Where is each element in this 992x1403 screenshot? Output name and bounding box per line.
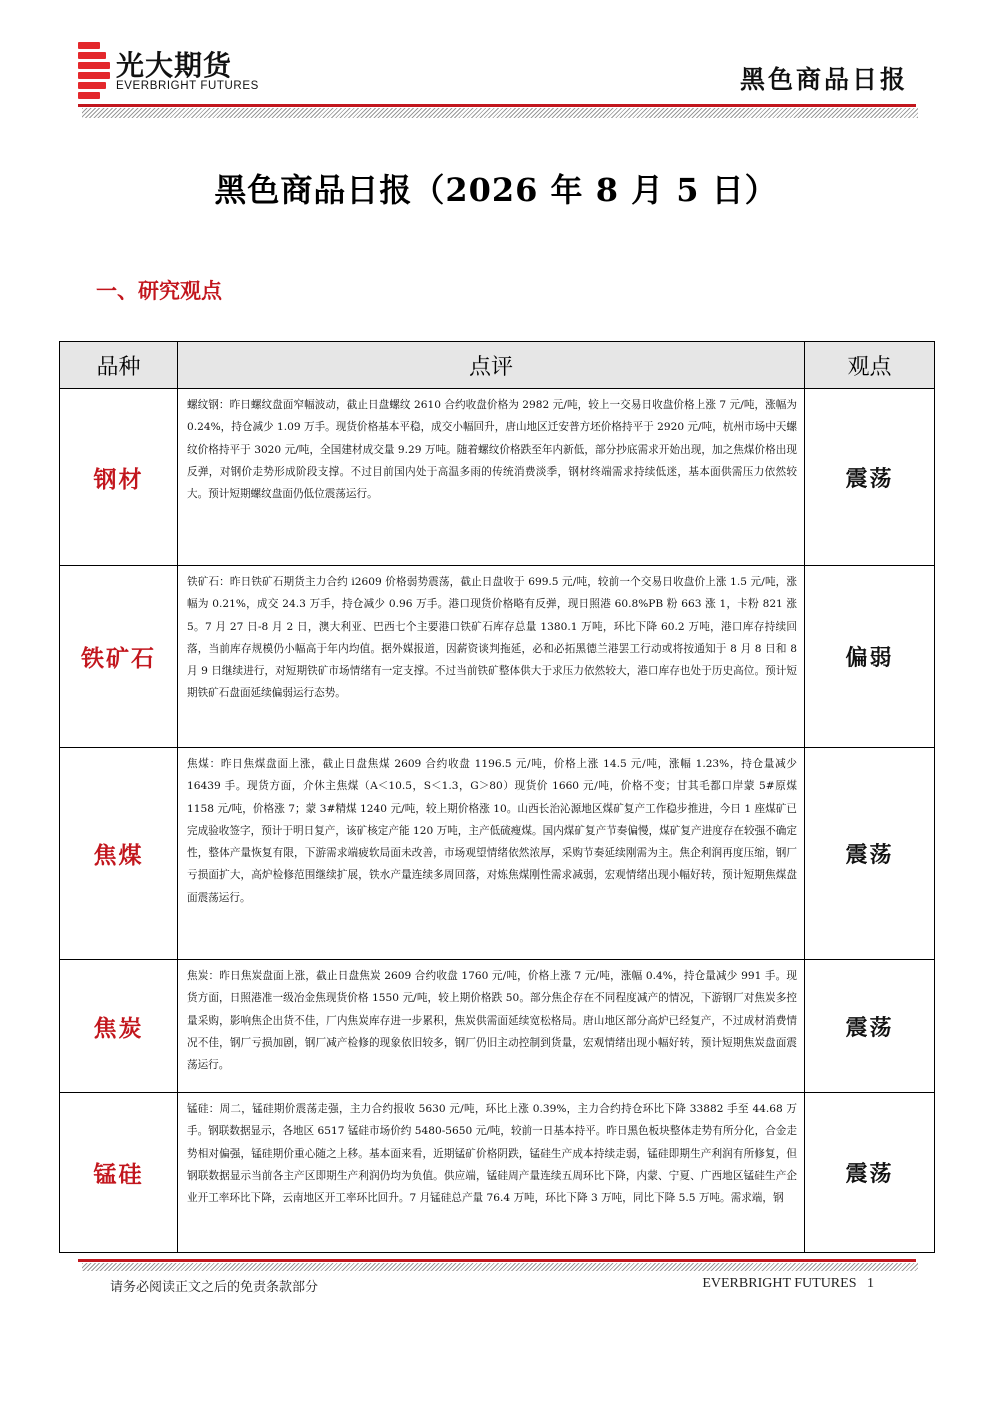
research-views-table [59,341,935,1253]
view-cell: 震荡 [805,960,935,1093]
header-divider-shadow [82,108,918,118]
table-row [60,1093,935,1253]
footer-disclaimer: 请务必阅读正文之后的免责条款部分 [110,1280,319,1295]
variety-cell: 焦炭 [60,960,178,1093]
header-divider [78,104,916,107]
table-row [60,566,935,748]
logo-chinese-name: 光大期货 [116,49,233,82]
view-cell: 震荡 [805,1093,935,1253]
company-logo [78,42,288,102]
header-variety: 品种 [60,342,178,389]
table-row [60,748,935,960]
variety-cell: 锰硅 [60,1093,178,1253]
footer-divider [78,1259,916,1262]
table-header-row [60,342,935,389]
page-number: 1 [867,1276,874,1291]
view-cell: 震荡 [805,748,935,960]
comment-cell: 螺纹钢：昨日螺纹盘面窄幅波动，截止日盘螺纹 2610 合约收盘价格为 2982 元/吨，较上一交易日收盘价格上涨 7 元/吨，涨幅为 0.24%，持仓减少 1.09 万手。现货价格基本平稳，成交小幅回升，唐山地区迁安普方坯价格持平于 2920 元/吨，杭州市场中天螺纹价格持平于 3020 元/吨，全国建材成交量 9.29 万吨。随着螺纹价格跌至年内新低，部分抄底需求开始出现，加之焦煤价格出现反弹，对钢价走势形成阶段支撑。不过目前国内处于高温多雨的传统消费淡季，钢材终端需求持续低迷，基本面供需压力依然较大。预计短期螺纹盘面仍低位震荡运行。 [178,389,805,566]
view-cell: 震荡 [805,389,935,566]
view-cell: 偏弱 [805,566,935,748]
page-title: 黑色商品日报（2026 年 8 月 5 日） [214,171,778,209]
comment-cell: 铁矿石：昨日铁矿石期货主力合约 i2609 价格弱势震荡，截止日盘收于 699.5 元/吨，较前一个交易日收盘价上涨 1.5 元/吨，涨幅为 0.21%，成交 24.3 万手，持仓减少 0.96 万手。港口现货价格略有反弹，现日照港 60.8%PB 粉 663 涨 1，卡粉 821 涨 5。7 月 27 日-8 月 2 日，澳大利亚、巴西七个主要港口铁矿石库存总量 1380.1 万吨，环比下降 60.2 万吨，港口库存持续回落，当前库存规模仍小幅高于年内均值。据外媒报道，因薪资谈判拖延，必和必拓黑德兰港罢工行动或将按通知于 8 月 8 日和 8 月 9 日继续进行，对短期铁矿市场情绪有一定支撑。不过当前铁矿整体供大于求压力依然较大，港口库存也处于历史高位。预计短期铁矿石盘面延续偏弱运行态势。 [178,566,805,748]
footer-brand [702,1276,874,1292]
comment-cell [178,1093,805,1253]
report-name: 黑色商品日报 [739,65,908,94]
table-row [60,960,935,1093]
variety-cell: 钢材 [60,389,178,566]
header-comment: 点评 [178,342,805,389]
header-view: 观点 [805,342,935,389]
variety-cell: 铁矿石 [60,566,178,748]
comment-cell: 焦煤：昨日焦煤盘面上涨，截止日盘焦煤 2609 合约收盘 1196.5 元/吨，价格上涨 14.5 元/吨，涨幅 1.23%，持仓量减少 16439 手。现货方面，介休主焦煤（A＜10.5，S＜1.3，G＞80）现货价 1660 元/吨，价格不变；甘其毛都口岸蒙 5#原煤 1158 元/吨，价格涨 7；蒙 3#精煤 1240 元/吨，较上期价格涨 10。山西长治沁源地区煤矿复产工作稳步推进，今日 1 座煤矿已完成验收签字，预计于明日复产，该矿核定产能 120 万吨，主产低硫瘦煤。国内煤矿复产节奏偏慢，煤矿复产进度存在较强不确定性，整体产量恢复有限，下游需求端疲软局面未改善，市场观望情绪依然浓厚，采购节奏延续刚需为主。焦企利润再度压缩，钢厂亏损面扩大，高炉检修范围继续扩展，铁水产量连续多周回落，对炼焦煤刚性需求减弱，宏观情绪出现小幅好转，预计短期焦煤盘面震荡运行。 [178,748,805,960]
section-heading: 一、研究观点 [96,279,222,303]
footer-brand-name: EVERBRIGHT FUTURES [702,1276,857,1291]
logo-english-name: EVERBRIGHT FUTURES [116,80,259,92]
table-row [60,389,935,566]
logo-mark-icon [78,42,110,98]
comment-text: 锰硅：周二，锰硅期价震荡走强，主力合约报收 5630 元/吨，环比上涨 0.39%，主力合约持仓环比下降 33882 手至 44.68 万手。钢联数据显示，各地区 6517 锰硅市场价约 5480-5650 元/吨，较前一日基本持平。昨日黑色板块整体走势有所分化，合金走势相对偏强，锰硅期价重心随之上移。基本面来看，近期锰矿价格阴跌，锰硅生产成本持续走弱，锰硅即期生产利润有所修复，但钢联数据显示当前各主产区即期生产利润仍均为负值。供应端，锰硅周产量连续五周环比下降，内蒙、宁夏、广西地区锰硅生产企业开工率环比下降，云南地区开工率环比回升。7 月锰硅总产量 76.4 万吨，环比下降 3 万吨，同比下降 5.5 万吨。需求端，钢 [187,1103,797,1205]
comment-cell: 焦炭：昨日焦炭盘面上涨，截止日盘焦炭 2609 合约收盘 1760 元/吨，价格上涨 7 元/吨，涨幅 0.4%，持仓量减少 991 手。现货方面，日照港准一级冶金焦现货价格 1550 元/吨，较上期价格跌 50。部分焦企存在不同程度减产的情况，下游钢厂对焦炭多控量采购，影响焦企出货不佳，厂内焦炭库存进一步累积，焦炭供需面延续宽松格局。唐山地区部分高炉已经复产，不过成材消费情况不佳，钢厂亏损加剧，钢厂减产检修的现象依旧较多，钢厂仍旧主动控制到货量，宏观情绪出现小幅好转，预计短期焦炭盘面震荡运行。 [178,960,805,1093]
variety-cell: 焦煤 [60,748,178,960]
footer-divider-shadow [82,1263,918,1271]
page-header [0,0,992,125]
